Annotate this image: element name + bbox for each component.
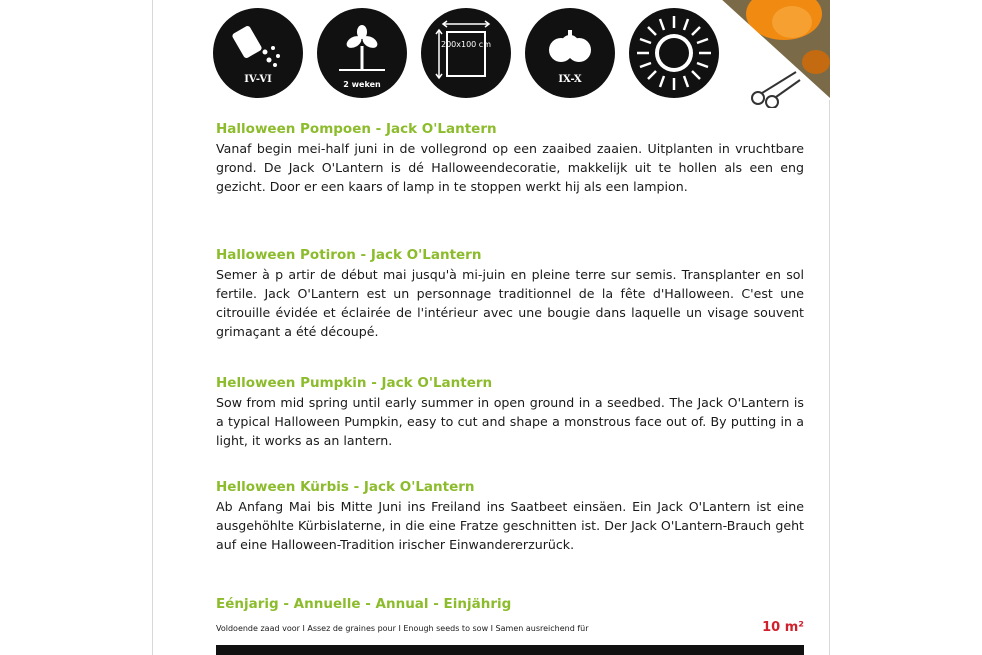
scissors-icon (748, 68, 804, 108)
plant-spacing-icon (421, 8, 511, 98)
section-heading: Halloween Potiron - Jack O'Lantern (216, 247, 482, 263)
section-german (216, 478, 804, 554)
section-heading: Halloween Pompoen - Jack O'Lantern (216, 121, 497, 137)
bottom-black-bar (216, 645, 804, 655)
germination-caption: 2 weken (343, 80, 381, 89)
sowing-period-caption: IV-VI (244, 74, 272, 85)
sun-exposure-icon (629, 8, 719, 98)
section-heading: Helloween Pumpkin - Jack O'Lantern (216, 375, 493, 391)
seed-area-value: 10 m² (762, 620, 804, 635)
plant-spacing-caption: 200x100 cm (440, 40, 491, 49)
section-french (216, 246, 804, 341)
sowing-period-icon (213, 8, 303, 98)
packet-left-edge (152, 0, 153, 655)
seed-quantity-text: Voldoende zaad voor I Assez de graines pour I Enough seeds to sow I Samen ausreichend für (216, 624, 589, 633)
section-english (216, 374, 804, 450)
section-body: Sow from mid spring until early summer in open ground in a seedbed. The Jack O'Lantern is a typical Halloween Pumpkin, easy to cut and shape a monstrous face out of. By putting in a light, it works as an lantern. (216, 395, 804, 448)
harvest-period-icon (525, 8, 615, 98)
annual-label: Eénjarig - Annuelle - Annual - Einjährig (216, 596, 512, 612)
section-dutch (216, 120, 804, 196)
section-body: Ab Anfang Mai bis Mitte Juni ins Freiland ins Saatbeet einsäen. Ein Jack O'Lantern ist eine ausgehöhlte Kürbislaterne, in die eine Fratze geschnitten ist. Der Jack O'Lantern-Brauch geht auf eine Halloween-Tradition irischer Einwandererzurück. (216, 499, 804, 552)
germination-icon (317, 8, 407, 98)
section-body: Semer à p artir de début mai jusqu'à mi-juin en pleine terre sur semis. Transplanter en sol fertile. Jack O'Lantern est un personnage traditionnel de la fête d'Halloween. C'est une citrouille évidée et éclairée de l'intérieur avec une bougie dans laquelle un visage souvent grimaçant a été découpé. (216, 267, 804, 339)
harvest-period-caption: IX-X (558, 74, 582, 85)
seed-quantity-line (216, 620, 804, 635)
section-heading: Helloween Kürbis - Jack O'Lantern (216, 479, 475, 495)
section-body: Vanaf begin mei-half juni in de vollegrond op een zaaibed zaaien. Uitplanten in vruchtbare grond. De Jack O'Lantern is dé Halloweendecoratie, makkelijk uit te hollen als een eng gezicht. Door er een kaars of lamp in te stoppen werkt hij als een lampion. (216, 141, 804, 194)
